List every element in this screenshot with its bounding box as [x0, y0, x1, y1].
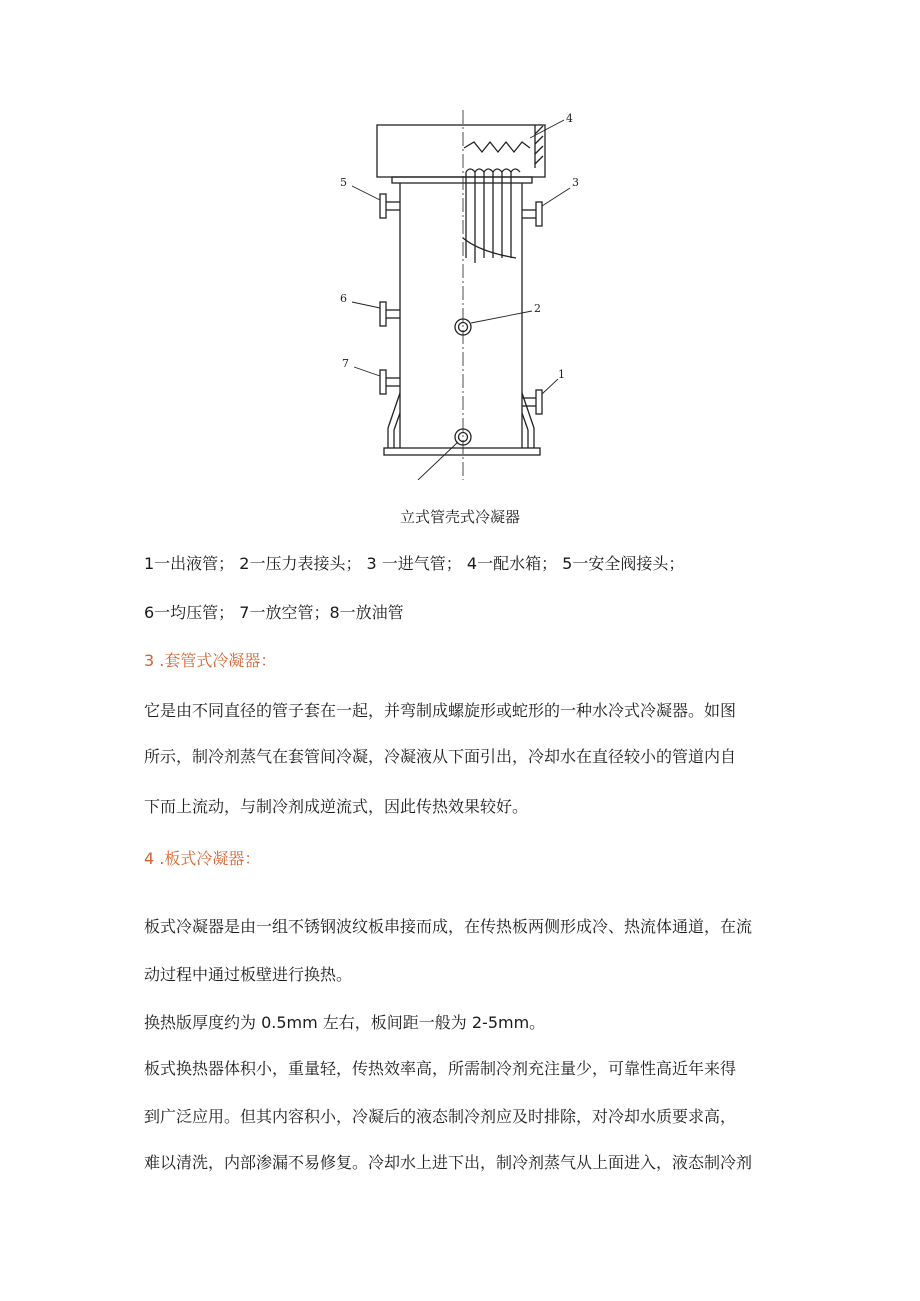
- section-4-line-2: 动过程中通过板壁进行换热。: [144, 965, 353, 984]
- section-4-line-1: 板式冷凝器是由一组不锈钢波纹板串接而成，在传热板两侧形成冷、热流体通道，在流: [144, 917, 753, 936]
- callout-3: 3: [572, 176, 579, 189]
- legend-line-1: 1一出液管； 2一压力表接头； 3 一进气管； 4一配水箱； 5一安全阀接头；: [144, 554, 685, 573]
- callout-4: 4: [566, 112, 573, 125]
- section-3-line-2: 所示，制冷剂蒸气在套管间冷凝，冷凝液从下面引出，冷却水在直径较小的管道内自: [144, 747, 737, 766]
- nozzle-7: [380, 370, 400, 394]
- section-4-line-6: 难以清洗，内部渗漏不易修复。冷却水上进下出，制冷剂蒸气从上面进入，液态制冷剂: [144, 1153, 753, 1172]
- base-stand: [384, 393, 540, 455]
- callout-2: 2: [534, 302, 541, 315]
- callout-1: 1: [558, 368, 565, 381]
- legend-line-2: 6一均压管； 7一放空管；8一放油管: [144, 603, 404, 622]
- nozzle-6: [380, 302, 400, 326]
- callout-5: 5: [340, 176, 347, 189]
- section-4-line-3: 换热版厚度约为 0.5mm 左右，板间距一般为 2-5mm。: [144, 1013, 546, 1032]
- nozzle-3: [522, 202, 542, 226]
- callout-7: 7: [342, 357, 349, 370]
- water-distribution-box: [377, 125, 545, 177]
- nozzle-5: [380, 194, 400, 218]
- callout-6: 6: [340, 292, 347, 305]
- condenser-diagram: [330, 108, 590, 480]
- zigzag-spring: [464, 142, 530, 152]
- section-3-line-3: 下而上流动，与制冷剂成逆流式，因此传热效果较好。: [144, 797, 529, 816]
- section-3-heading: 3 .套管式冷凝器：: [144, 651, 277, 670]
- section-3-line-1: 它是由不同直径的管子套在一起，并弯制成螺旋形或蛇形的一种水冷式冷凝器。如图: [144, 701, 737, 720]
- section-4-line-4: 板式换热器体积小，重量轻，传热效率高，所需制冷剂充注量少，可靠性高近年来得: [144, 1059, 737, 1078]
- section-4-line-5: 到广泛应用。但其内容积小，冷凝后的液态制冷剂应及时排除，对冷却水质要求高，: [144, 1107, 737, 1126]
- figure-caption: 立式管壳式冷凝器: [399, 508, 520, 526]
- section-4-heading: 4 .板式冷凝器：: [144, 849, 261, 868]
